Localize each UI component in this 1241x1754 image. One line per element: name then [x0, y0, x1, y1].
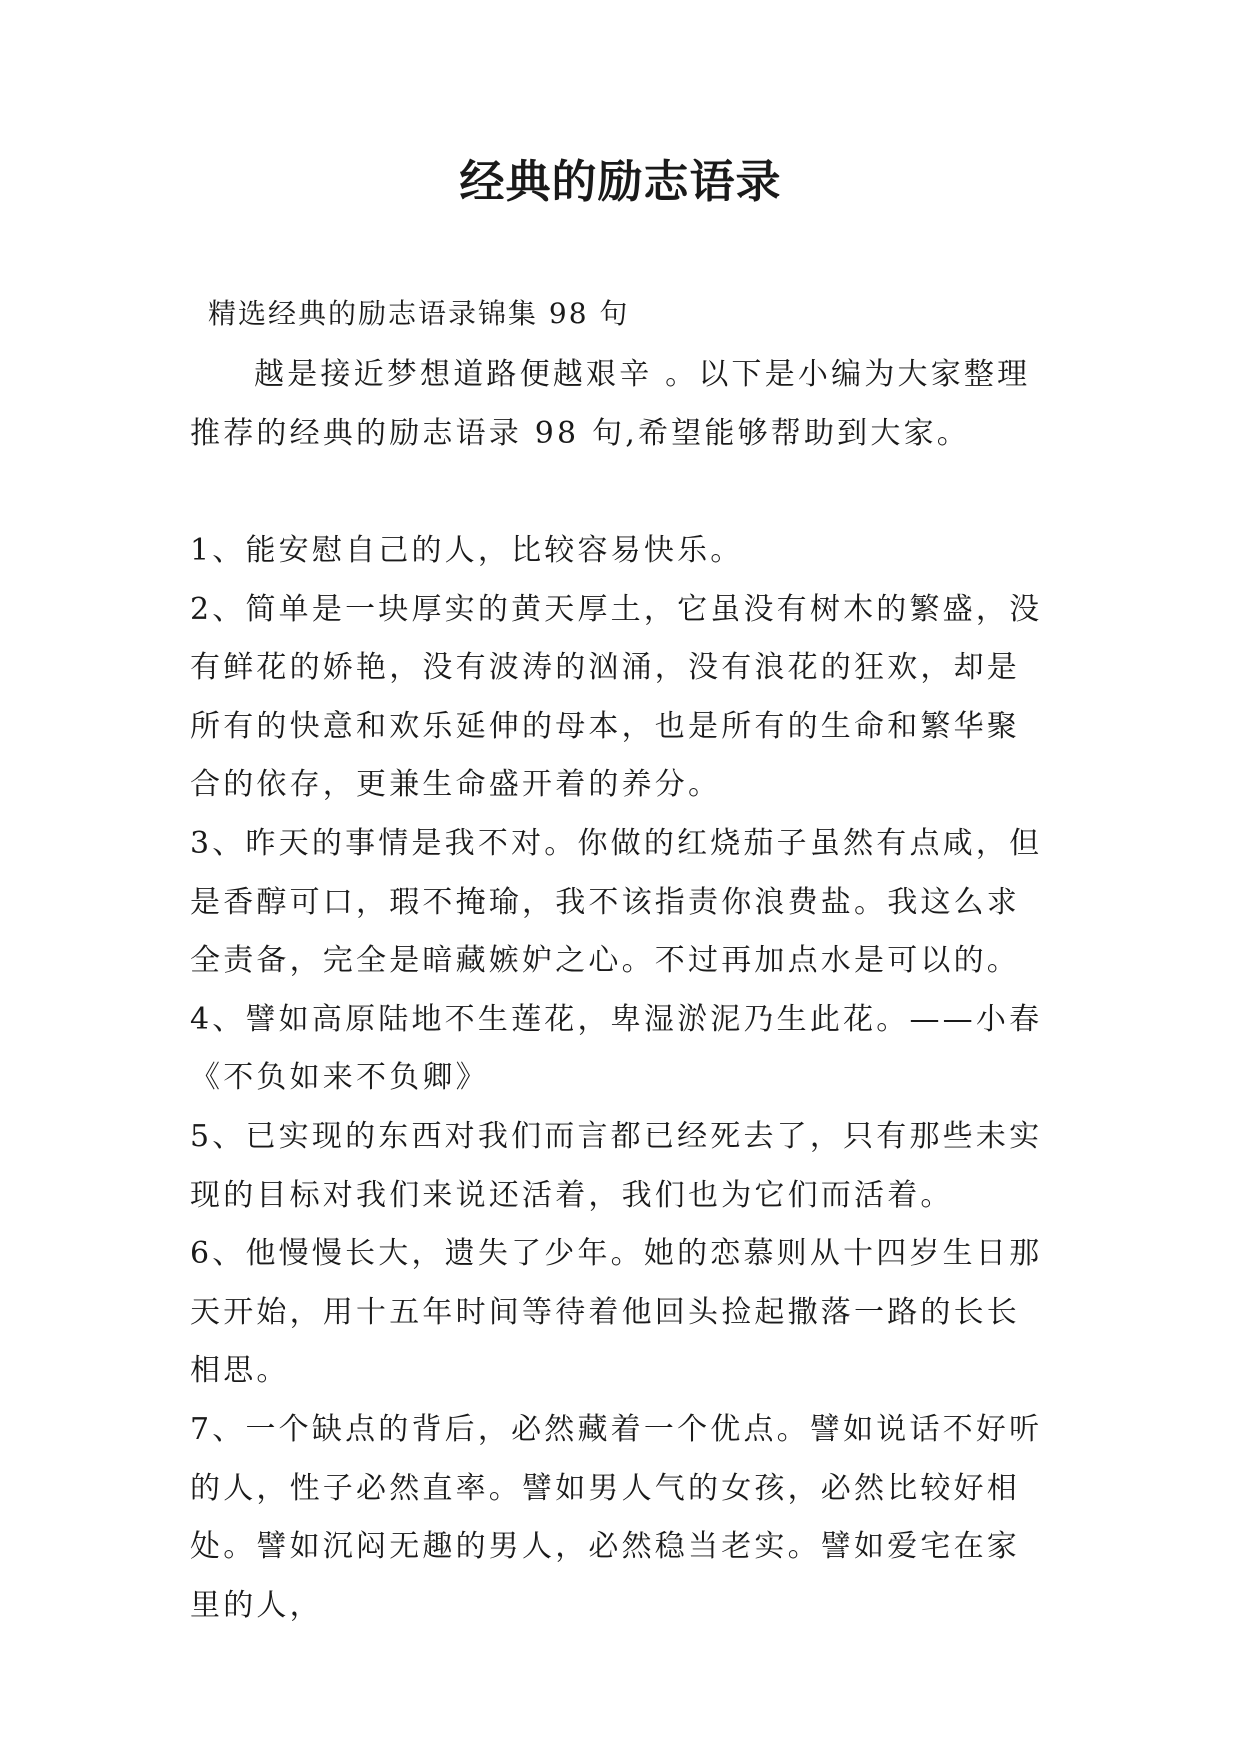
quote-item-1: 1、能安慰自己的人，比较容易快乐。 [190, 533, 744, 568]
quote-item-2: 2、简单是一块厚实的黄天厚土，它虽没有树木的繁盛，没有鲜花的娇艳，没有波涛的汹涌，没有浪花的狂欢，却是所有的快意和欢乐延伸的母本，也是所有的生命和繁华聚合的依存，更兼生命盛开着的养分。 [190, 591, 1043, 803]
document-subtitle: 精选经典的励志语录锦集 98 句 [208, 297, 630, 330]
intro-paragraph: 越是接近梦想道路便越艰辛 。以下是小编为大家整理推荐的经典的励志语录 98 句,希望能够帮助到大家。 [190, 357, 1031, 451]
quote-item-4: 4、譬如高原陆地不生莲花，卑湿淤泥乃生此花。——小春《不负如来不负卿》 [190, 1001, 1043, 1096]
quote-item-3: 3、昨天的事情是我不对。你做的红烧茄子虽然有点咸，但是香醇可口，瑕不掩瑜，我不该指责你浪费盐。我这么求全责备，完全是暗藏嫉妒之心。不过再加点水是可以的。 [190, 825, 1043, 979]
quote-item-7: 7、一个缺点的背后，必然藏着一个优点。譬如说话不好听的人，性子必然直率。譬如男人气的女孩，必然比较好相处。譬如沉闷无趣的男人，必然稳当老实。譬如爱宅在家里的人， [190, 1411, 1043, 1623]
quote-list [190, 522, 1052, 1635]
document-title: 经典的励志语录 [459, 155, 782, 208]
quote-item-5: 5、已实现的东西对我们而言都已经死去了，只有那些未实现的目标对我们来说还活着，我们也为它们而活着。 [190, 1118, 1043, 1213]
quote-item-6: 6、他慢慢长大，遗失了少年。她的恋慕则从十四岁生日那天开始，用十五年时间等待着他回头捡起撒落一路的长长相思。 [190, 1236, 1043, 1389]
